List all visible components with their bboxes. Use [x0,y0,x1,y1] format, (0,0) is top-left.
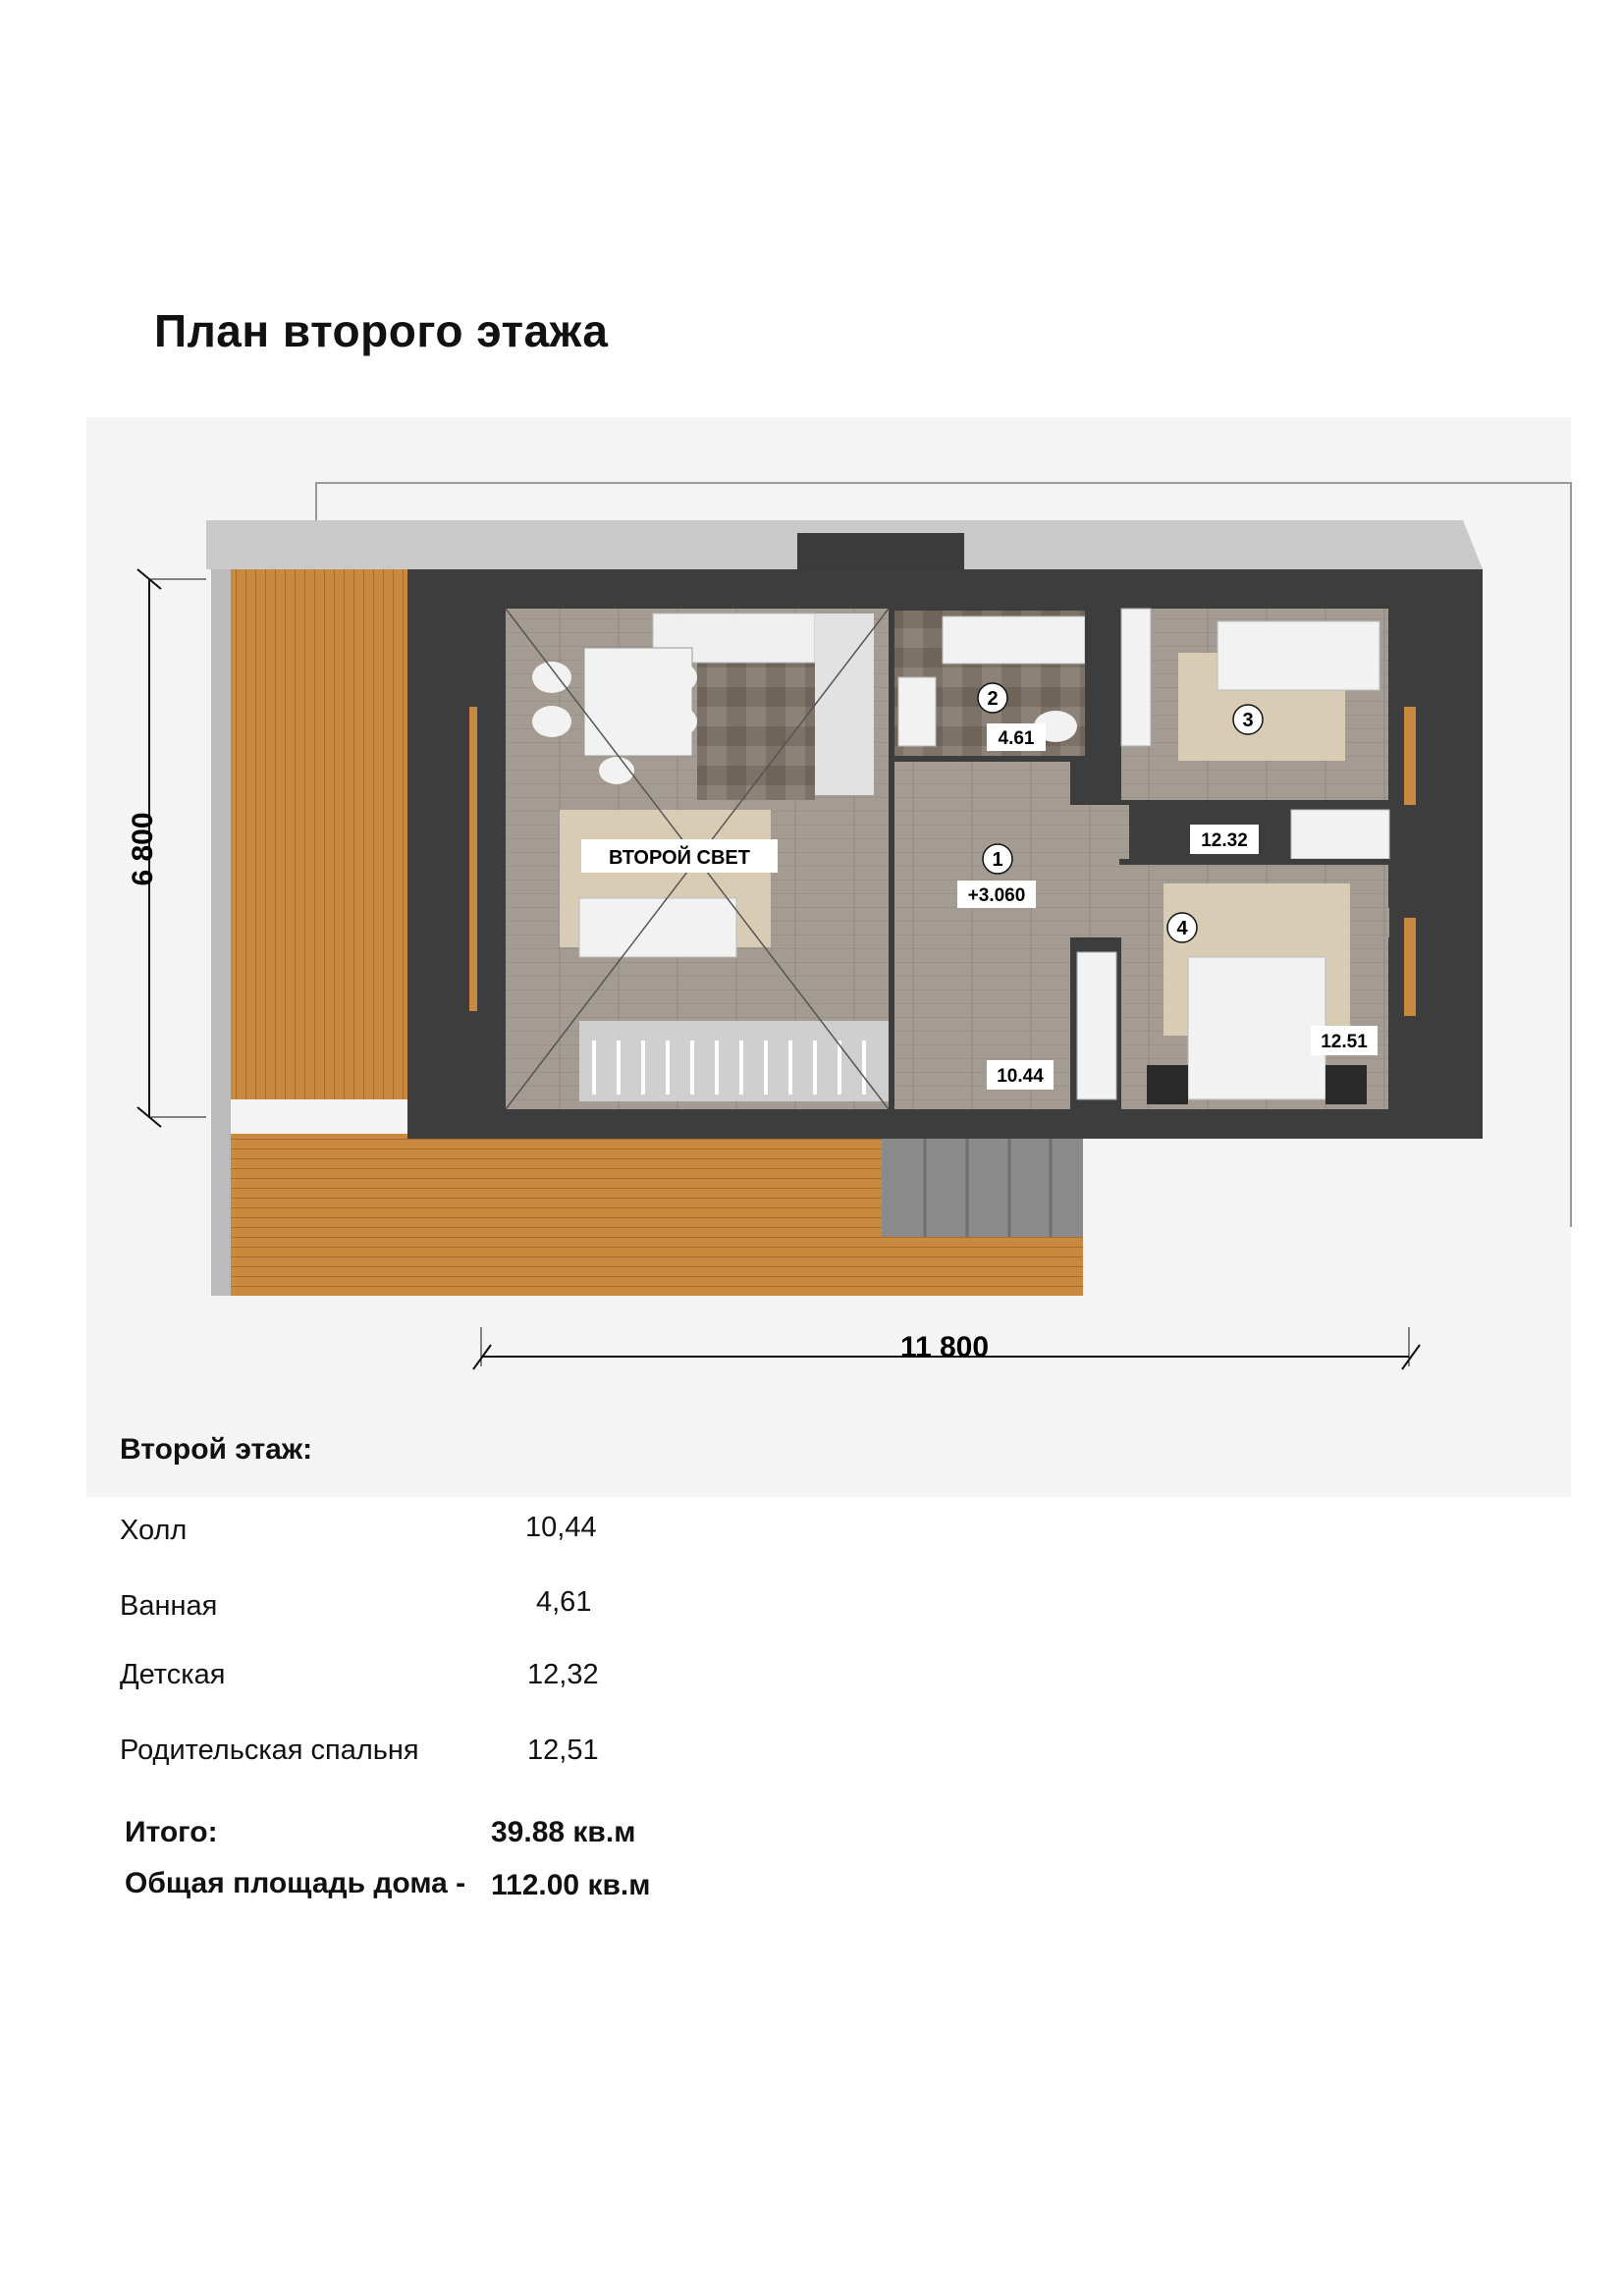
room-row-hall-area: 10,44 [525,1512,597,1543]
room-row-bath-area: 4,61 [536,1586,592,1618]
house-area-label: Общая площадь дома - [125,1867,466,1899]
kitchen-island [815,614,874,795]
room-row-parents-name: Родительская спальня [120,1735,419,1766]
room-1-area: 10.44 [997,1066,1044,1087]
master-bed [1188,957,1325,1099]
page-title: План второго этажа [154,305,609,356]
chimney [797,533,964,570]
room-4-area: 12.51 [1321,1032,1368,1052]
hall-floor [893,761,1070,1109]
height-dimension: 6 800 [127,812,159,886]
kids-bed [1217,621,1380,690]
wardrobe [1077,952,1116,1099]
room-row-kids-name: Детская [120,1659,226,1690]
room-4-number: 4 [1176,918,1188,939]
room-row-hall-name: Холл [120,1515,188,1546]
staircase [579,1021,889,1101]
bathtub [943,616,1085,664]
second-light-label: ВТОРОЙ СВЕТ [609,847,750,869]
kids-desk [1291,810,1389,859]
width-dimension: 11 800 [899,1331,990,1363]
room-row-parents-area: 12,51 [527,1735,599,1766]
room-2-number: 2 [987,688,999,710]
total-label: Итого: [125,1816,218,1848]
house-area-value: 112.00 кв.м [491,1869,651,1901]
total-value: 39.88 кв.м [491,1816,636,1848]
room-3-area: 12.32 [1201,830,1248,851]
room-row-bath-name: Ванная [120,1590,218,1622]
level-mark: +3.060 [967,885,1026,906]
room-2-area: 4.61 [998,728,1035,749]
room-row-kids-area: 12,32 [527,1659,599,1690]
sofa [579,898,736,957]
sink [898,677,936,746]
summary-heading: Второй этаж: [120,1433,313,1466]
room-3-number: 3 [1242,710,1254,731]
room-1-number: 1 [992,849,1003,871]
entrance-steps [882,1139,1083,1237]
kitchen-tiles [697,663,815,800]
